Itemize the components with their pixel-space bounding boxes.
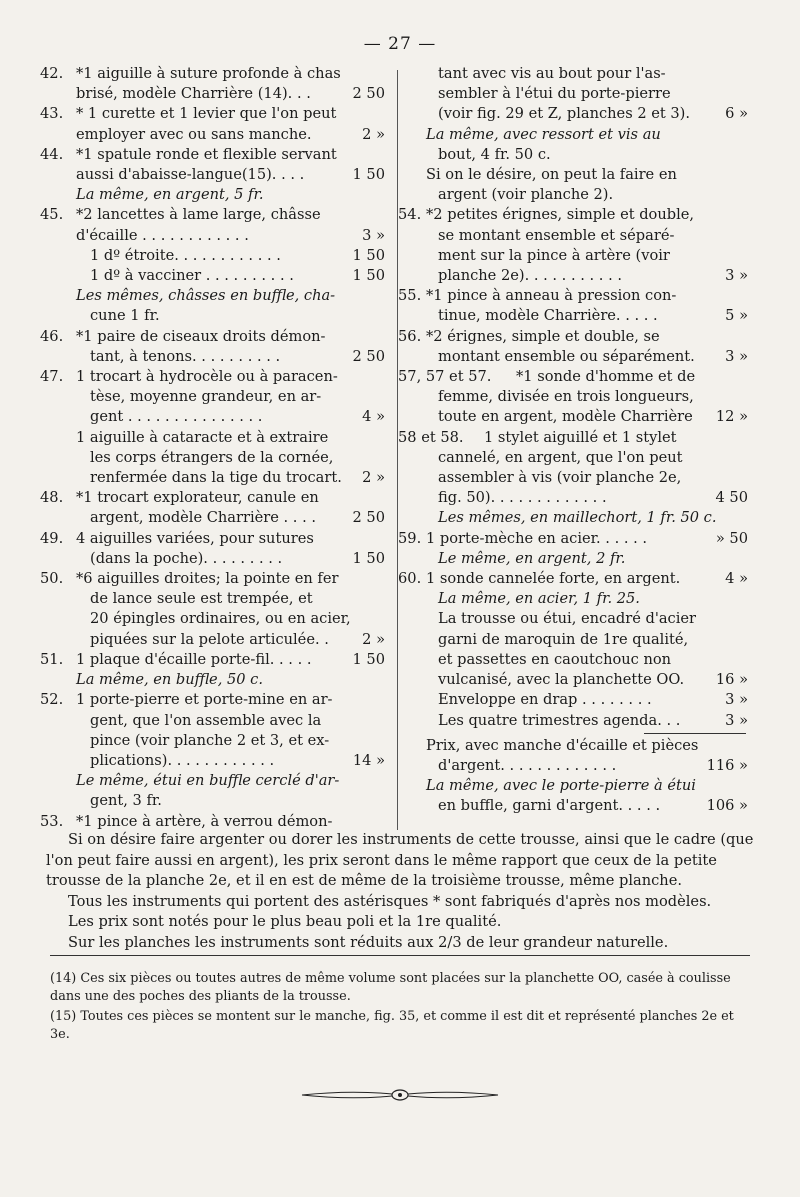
entry-price: 4 50 [714, 488, 749, 508]
entry-line [40, 812, 385, 832]
bottom-notes [46, 830, 756, 953]
entry-text: Prix, avec manche d'écaille et pièces [426, 736, 699, 754]
catalog-entry [40, 650, 385, 690]
entry-line [398, 529, 748, 549]
entry-text: La même, en buffle, 50 c. [76, 671, 263, 689]
catalog-entry [398, 569, 748, 731]
entry-price: 116 » [705, 756, 748, 776]
entry-text: *1 pince à artère, à verrou démon- [76, 812, 333, 830]
entry-text: les corps étrangers de la cornée, [90, 448, 334, 466]
footnote-15: (15) Toutes ces pièces se montent sur le manche, fig. 35, et comme il est dit et représenté planches 2e et 3e. [50, 1009, 734, 1042]
entry-line [40, 670, 385, 690]
catalog-entry [40, 690, 385, 811]
entry-price: 14 » [351, 751, 385, 771]
entry-line [398, 84, 748, 104]
entry-text: garni de maroquin de 1re qualité, [438, 630, 689, 648]
entry-line [398, 387, 748, 407]
total-rule [644, 733, 746, 734]
entry-price: 16 » [714, 670, 748, 690]
catalog-entry [40, 145, 385, 206]
entry-number: 45. [40, 206, 64, 224]
entry-number: 42. [40, 65, 64, 82]
entry-price: 1 50 [351, 165, 386, 185]
tailpiece-ornament [300, 1088, 500, 1102]
entry-line [398, 736, 748, 756]
entry-price: 2 50 [351, 508, 386, 528]
entry-line [398, 776, 748, 796]
entry-line [40, 387, 385, 407]
entry-line [40, 64, 385, 84]
footnote-rule [50, 955, 750, 956]
entry-text: plications). . . . . . . . . . . . [90, 751, 275, 769]
entry-text: *1 spatule ronde et flexible servant [76, 145, 337, 163]
entry-text: 4 aiguilles variées, pour sutures [76, 529, 314, 547]
entry-text: assembler à vis (voir planche 2e, [438, 469, 682, 487]
entry-text: 1 porte-mèche en acier. . . . . . [426, 529, 648, 547]
entry-text: *2 petites érignes, simple et double, [426, 206, 695, 224]
entry-line [398, 690, 748, 710]
entry-line [398, 125, 748, 145]
entry-text: et passettes en caoutchouc non [438, 650, 672, 668]
entry-text: (dans la poche). . . . . . . . . [90, 549, 283, 567]
entry-text: piquées sur la pelote articulée. . [90, 630, 329, 648]
entry-text: 1 porte-pierre et porte-mine en ar- [76, 691, 333, 709]
entry-line [40, 286, 385, 306]
entry-line [398, 347, 748, 367]
entry-text: *1 paire de ciseaux droits démon- [76, 327, 326, 345]
entry-number: 50. [40, 570, 64, 588]
entry-text: Les mêmes, châsses en buffle, cha- [76, 287, 336, 305]
entry-line [40, 569, 385, 589]
entry-price: 1 50 [351, 266, 386, 286]
entry-line [398, 796, 748, 816]
entry-line [40, 104, 385, 124]
bottom-paragraph: Tous les instruments qui portent des astérisques * sont fabriqués d'après nos modèles. [68, 892, 712, 910]
entry-text: d'écaille . . . . . . . . . . . . [76, 226, 249, 244]
entry-text: pince (voir planche 2 et 3, et ex- [90, 731, 330, 749]
entry-price: 2 » [360, 468, 385, 488]
entry-text: se montant ensemble et séparé- [438, 226, 675, 244]
entry-line [40, 751, 385, 771]
catalog-entry [398, 428, 748, 529]
entry-line [398, 488, 748, 508]
entry-price: 2 50 [351, 347, 386, 367]
entry-price: 5 » [723, 306, 748, 326]
entry-text: tant, à tenons. . . . . . . . . . [90, 347, 281, 365]
entry-line [40, 266, 385, 286]
entry-text: femme, divisée en trois longueurs, [438, 388, 694, 406]
entry-text: La trousse ou étui, encadré d'acier [438, 610, 696, 628]
entry-line [398, 508, 748, 528]
catalog-entry [398, 367, 748, 428]
entry-line [40, 306, 385, 326]
bottom-paragraph: Sur les planches les instruments sont réduits aux 2/3 de leur grandeur naturelle. [68, 933, 669, 951]
entry-text: bout, 4 fr. 50 c. [438, 145, 551, 163]
entry-line [40, 508, 385, 528]
page-number: — 27 — [363, 34, 437, 54]
entry-price: 6 » [723, 104, 748, 124]
entry-line [398, 756, 748, 776]
entry-line [398, 367, 748, 387]
entry-number: 56. [398, 327, 422, 345]
entry-line [40, 791, 385, 811]
entry-text: aussi d'abaisse-langue(15). . . . [76, 166, 305, 184]
catalog-entry [398, 733, 748, 817]
entry-price: 106 » [705, 796, 748, 816]
catalog-entry [398, 286, 748, 326]
entry-text: tant avec vis au bout pour l'as- [438, 65, 666, 82]
entry-line [398, 185, 748, 205]
entry-text: gent, 3 fr. [90, 792, 162, 810]
entry-text: gent . . . . . . . . . . . . . . . [90, 408, 263, 426]
entry-line [40, 327, 385, 347]
entry-line [398, 165, 748, 185]
entry-text: La même, avec ressort et vis au [426, 125, 661, 143]
entry-line [40, 347, 385, 367]
entry-line [40, 731, 385, 751]
entry-line [40, 630, 385, 650]
entry-text: 20 épingles ordinaires, ou en acier, [90, 610, 351, 628]
entry-text: sembler à l'étui du porte-pierre [438, 85, 671, 103]
entry-text: planche 2e). . . . . . . . . . . [438, 267, 622, 285]
entry-line [40, 125, 385, 145]
entry-text: 1 aiguille à cataracte et à extraire [76, 428, 329, 446]
entry-text: renfermée dans la tige du trocart. [90, 469, 342, 487]
entry-number: 48. [40, 489, 64, 507]
entry-price: 3 » [723, 266, 748, 286]
entry-line [40, 549, 385, 569]
entry-text: *6 aiguilles droites; la pointe en fer [76, 570, 339, 588]
entry-line [40, 488, 385, 508]
entry-text: Le même, en argent, 2 fr. [438, 549, 626, 567]
entry-line [40, 650, 385, 670]
entry-number: 44. [40, 145, 64, 163]
entry-text: Si on le désire, on peut la faire en [426, 166, 677, 184]
entry-line [40, 205, 385, 225]
entry-text: tinue, modèle Charrière. . . . . [438, 307, 658, 325]
entry-line [40, 771, 385, 791]
entry-text: (voir fig. 29 et Z, planches 2 et 3). [438, 105, 690, 123]
entry-number: 49. [40, 529, 64, 547]
entry-number: 46. [40, 327, 64, 345]
entry-text: 1 dº étroite. . . . . . . . . . . . [90, 246, 281, 264]
entry-text: *1 pince à anneau à pression con- [426, 287, 677, 305]
entry-line [398, 711, 748, 731]
entry-line [40, 529, 385, 549]
entry-line [40, 367, 385, 387]
entry-text: en buffle, garni d'argent. . . . . [438, 797, 661, 815]
entry-line [398, 266, 748, 286]
entry-number: 43. [40, 105, 64, 123]
catalog-entry [40, 488, 385, 528]
entry-price: 3 » [723, 711, 748, 731]
entry-price: 4 » [360, 407, 385, 427]
entry-number: 52. [40, 691, 64, 709]
catalog-entry [40, 529, 385, 569]
entry-line [398, 407, 748, 427]
left-column [40, 64, 385, 832]
entry-line [40, 448, 385, 468]
entry-text: 1 trocart à hydrocèle ou à paracen- [76, 368, 338, 386]
entry-line [398, 306, 748, 326]
entry-line [398, 428, 748, 448]
entry-price: 12 » [714, 407, 748, 427]
entry-line [40, 428, 385, 448]
entry-text: argent (voir planche 2). [438, 186, 614, 204]
entry-line [398, 64, 748, 84]
entry-line [40, 690, 385, 710]
entry-line [398, 246, 748, 266]
bottom-paragraph: Si on désire faire argenter ou dorer les instruments de cette trousse, ainsi que le cadre (que l'on peut faire aussi en argent), les prix seront dans le même rapport que ceux de la petite trousse de la planche 2e, et il en est de même de la troisième trousse, même planche. [46, 831, 754, 889]
entry-text: fig. 50). . . . . . . . . . . . . [438, 489, 607, 507]
entry-line [398, 448, 748, 468]
entry-line [398, 327, 748, 347]
catalog-entry [40, 327, 385, 367]
entry-line [398, 609, 748, 629]
bottom-paragraph: Les prix sont notés pour le plus beau poli et la 1re qualité. [68, 913, 502, 930]
entry-text: *1 aiguille à suture profonde à chas [76, 65, 341, 82]
entry-line [40, 711, 385, 731]
entry-text: gent, que l'on assemble avec la [90, 711, 322, 729]
catalog-entry [398, 64, 748, 205]
entry-price: 3 » [723, 347, 748, 367]
entry-price: 4 » [723, 569, 748, 589]
entry-text: 1 dº à vacciner . . . . . . . . . . [90, 267, 294, 285]
entry-price: 3 » [360, 226, 385, 246]
entry-price: 3 » [723, 690, 748, 710]
entry-text: Les quatre trimestres agenda. . . [438, 711, 681, 729]
entry-line [398, 468, 748, 488]
catalog-entry [40, 367, 385, 488]
catalog-entry [40, 205, 385, 326]
entry-price: 2 » [360, 125, 385, 145]
entry-text: cannelé, en argent, que l'on peut [438, 448, 683, 466]
entry-number: 51. [40, 650, 64, 668]
entry-line [398, 670, 748, 690]
entry-text: * 1 curette et 1 levier que l'on peut [76, 105, 337, 123]
entry-text: La même, en argent, 5 fr. [76, 186, 264, 204]
entry-line [40, 226, 385, 246]
entry-text: vulcanisé, avec la planchette OO. [438, 671, 685, 689]
entry-line [398, 569, 748, 589]
entry-number: 53. [40, 812, 64, 830]
catalog-entry [40, 104, 385, 144]
entry-text: brisé, modèle Charrière (14). . . [76, 85, 311, 103]
entry-line [40, 185, 385, 205]
entry-line [398, 286, 748, 306]
entry-line [40, 165, 385, 185]
entry-text: toute en argent, modèle Charrière [438, 408, 693, 426]
entry-number: 58 et 58. [398, 428, 464, 446]
entry-text: montant ensemble ou séparément. [438, 347, 695, 365]
entry-text: argent, modèle Charrière . . . . [90, 509, 316, 527]
right-column [398, 64, 748, 817]
entry-text: de lance seule est trempée, et [90, 590, 313, 608]
entry-price: 2 » [360, 630, 385, 650]
entry-line [398, 589, 748, 609]
catalog-entry [398, 205, 748, 286]
entry-line [398, 205, 748, 225]
entry-price: 2 50 [351, 84, 386, 104]
entry-text: tèse, moyenne grandeur, en ar- [90, 388, 322, 406]
entry-text: La même, en acier, 1 fr. 25. [438, 590, 640, 608]
entry-line [40, 145, 385, 165]
entry-text: 1 plaque d'écaille porte-fil. . . . . [76, 650, 312, 668]
entry-line [398, 630, 748, 650]
entry-text: d'argent. . . . . . . . . . . . . [438, 756, 617, 774]
entry-number: 54. [398, 206, 422, 224]
entry-line [40, 609, 385, 629]
entry-text: 1 sonde cannelée forte, en argent. [426, 570, 681, 588]
entry-line [40, 407, 385, 427]
entry-price: 1 50 [351, 549, 386, 569]
entry-text: *2 lancettes à lame large, châsse [76, 206, 321, 224]
entry-text: *2 érignes, simple et double, se [426, 327, 660, 345]
entry-number: 57, 57 et 57. [398, 368, 492, 386]
entry-price: 1 50 [351, 650, 386, 670]
entry-number: 55. [398, 287, 422, 305]
entry-line [398, 650, 748, 670]
entry-line [398, 549, 748, 569]
entry-price: » 50 [714, 529, 748, 549]
catalog-entry [398, 327, 748, 367]
entry-text: ment sur la pince à artère (voir [438, 246, 670, 264]
entry-line [398, 226, 748, 246]
entry-text: *1 trocart explorateur, canule en [76, 489, 319, 507]
footnotes [50, 970, 755, 1046]
entry-number: 47. [40, 368, 64, 386]
catalog-entry [40, 569, 385, 650]
entry-line [398, 145, 748, 165]
entry-line [40, 84, 385, 104]
entry-text: cune 1 fr. [90, 307, 160, 325]
entry-text: 1 stylet aiguillé et 1 stylet [484, 428, 677, 446]
entry-text: Le même, étui en buffle cerclé d'ar- [76, 772, 340, 790]
entry-line [40, 468, 385, 488]
entry-line [398, 104, 748, 124]
catalog-entry [40, 812, 385, 832]
catalog-entry [40, 64, 385, 104]
footnote-14: (14) Ces six pièces ou toutes autres de même volume sont placées sur la planchette OO, casée à coulisse dans une des poches des pliants de la trousse. [50, 971, 731, 1004]
entry-text: Enveloppe en drap . . . . . . . . [438, 691, 652, 709]
entry-text: Les mêmes, en maillechort, 1 fr. 50 c. [438, 509, 717, 527]
entry-line [40, 246, 385, 266]
catalog-entry [398, 529, 748, 569]
entry-text: La même, avec le porte-pierre à étui [426, 777, 696, 795]
entry-text: employer avec ou sans manche. [76, 125, 312, 143]
entry-number: 59. [398, 529, 422, 547]
entry-line [40, 589, 385, 609]
entry-text: *1 sonde d'homme et de [516, 368, 696, 386]
entry-number: 60. [398, 570, 422, 588]
entry-price: 1 50 [351, 246, 386, 266]
